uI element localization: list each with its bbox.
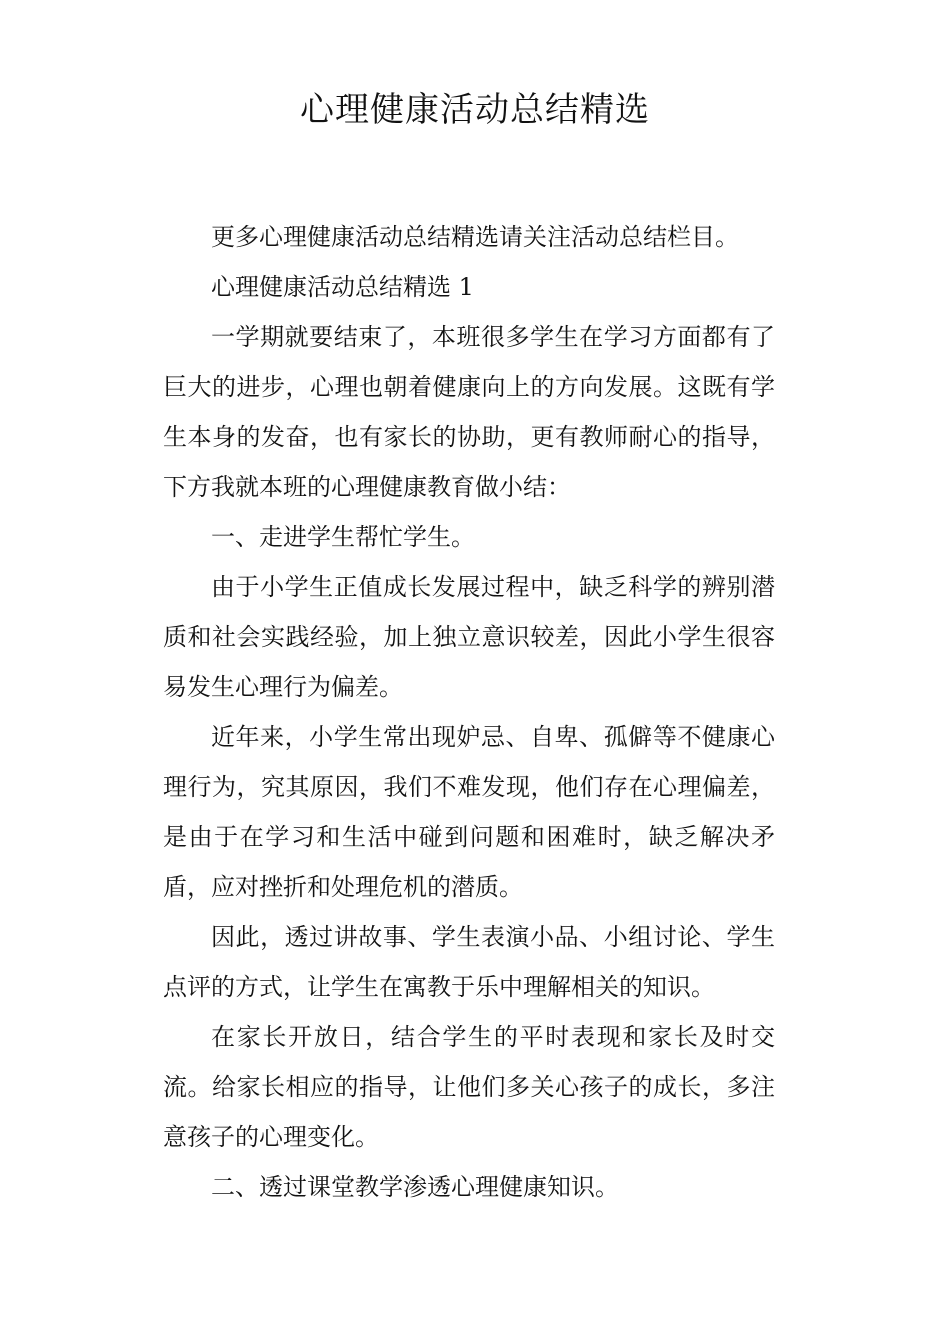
paragraph: 近年来，小学生常出现妒忌、自卑、孤僻等不健康心理行为，究其原因，我们不难发现，他们存在心理偏差，是由于在学习和生活中碰到问题和困难时，缺乏解决矛盾，应对挫折和处理危机的潜质。 [163,723,775,901]
paragraph: 一学期就要结束了，本班很多学生在学习方面都有了巨大的进步，心理也朝着健康向上的方向发展。这既有学生本身的发奋，也有家长的协助，更有教师耐心的指导，下方我就本班的心理健康教育做小结： [163,323,775,501]
paragraph-heading-one: 一、走进学生帮忙学生。 [211,523,475,551]
paragraph-intro: 更多心理健康活动总结精选请关注活动总结栏目。 [211,223,739,251]
document-body [163,212,775,1212]
paragraph: 由于小学生正值成长发展过程中，缺乏科学的辨别潜质和社会实践经验，加上独立意识较差，因此小学生很容易发生心理行为偏差。 [163,573,775,701]
paragraph: 因此，透过讲故事、学生表演小品、小组讨论、学生点评的方式，让学生在寓教于乐中理解相关的知识。 [163,923,775,1001]
paragraph-section-heading: 心理健康活动总结精选 1 [211,273,474,301]
paragraph: 在家长开放日，结合学生的平时表现和家长及时交流。给家长相应的指导，让他们多关心孩子的成长，多注意孩子的心理变化。 [163,1023,775,1151]
document-title: 心理健康活动总结精选 [300,90,650,130]
paragraph-heading-two: 二、透过课堂教学渗透心理健康知识。 [211,1173,619,1201]
